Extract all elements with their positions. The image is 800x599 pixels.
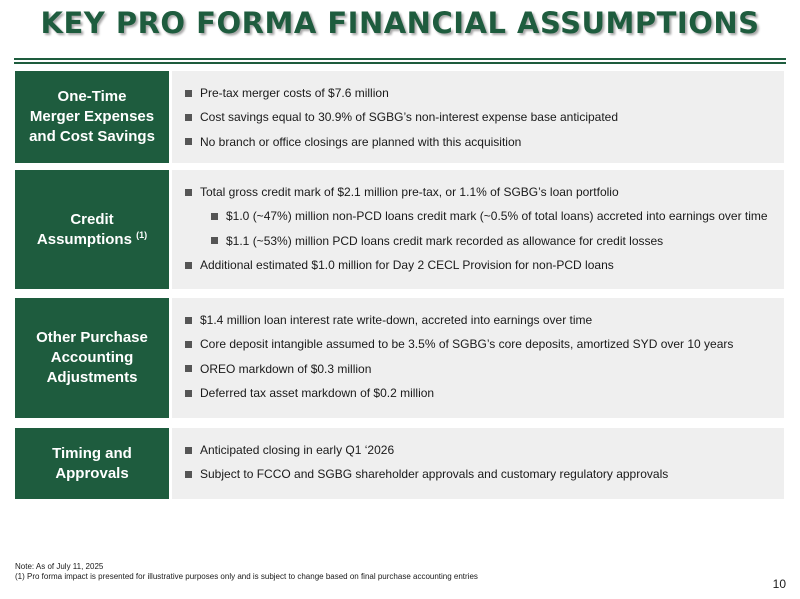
sub-bullet-item: $1.1 (~53%) million PCD loans credit mark recorded as allowance for credit losses [185, 229, 774, 253]
square-bullet-icon [185, 447, 192, 454]
square-bullet-icon [185, 341, 192, 348]
bullet-item: Core deposit intangible assumed to be 3.5% of SGBG’s core deposits, amortized SYD over 10 years [185, 332, 774, 356]
page-number: 10 [772, 577, 786, 591]
section-label [15, 71, 169, 163]
square-bullet-icon [185, 471, 192, 478]
section-label-text: Credit Assumptions $^{(1)}$ [36, 210, 148, 248]
page-title: KEY PRO FORMA FINANCIAL ASSUMPTIONS [40, 6, 760, 40]
sub-bullet-item: $1.0 (~47%) million non-PCD loans credit mark (~0.5% of total loans) accreted into earnings over time [185, 204, 774, 228]
bullet-item: $1.4 million loan interest rate write-down, accreted into earnings over time [185, 308, 774, 332]
section-label [15, 298, 169, 418]
square-bullet-icon [185, 90, 192, 97]
section-purchase-accounting [15, 298, 784, 418]
section-panel [172, 428, 784, 499]
square-bullet-icon [185, 262, 192, 269]
footnotes [15, 562, 478, 582]
square-bullet-icon [185, 189, 192, 196]
square-bullet-icon [185, 390, 192, 397]
square-bullet-icon [185, 365, 192, 372]
bullet-item: OREO markdown of $0.3 million [185, 357, 774, 381]
section-label [15, 170, 169, 289]
bullet-item: Additional estimated $1.0 million for Day 2 CECL Provision for non-PCD loans [185, 253, 774, 277]
bullet-item: Subject to FCCO and SGBG shareholder approvals and customary regulatory approvals [185, 462, 774, 486]
section-timing-approvals [15, 428, 784, 499]
section-panel [172, 170, 784, 289]
section-credit-assumptions [15, 170, 784, 289]
bullet-item: Deferred tax asset markdown of $0.2 million [185, 381, 774, 405]
section-label-text: Other Purchase Accounting Adjustments [36, 329, 148, 386]
section-label [15, 428, 169, 499]
note-disclaimer: (1) Pro forma impact is presented for illustrative purposes only and is subject to change based on final purchase accounting entries [15, 572, 478, 581]
square-bullet-icon [211, 213, 218, 220]
section-merger-expenses [15, 71, 784, 163]
section-label-text: Timing and Approvals [52, 444, 132, 482]
footnote-marker: (1) [136, 229, 148, 240]
section-label-text: One-Time Merger Expenses and Cost Savings [29, 88, 155, 145]
note-date: Note: As of July 11, 2025 [15, 562, 104, 571]
bullet-item: Total gross credit mark of $2.1 million pre-tax, or 1.1% of SGBG’s loan portfolio [185, 180, 774, 204]
bullet-item: Cost savings equal to 30.9% of SGBG’s non-interest expense base anticipated [185, 105, 774, 129]
bullet-item: Anticipated closing in early Q1 ‘2026 [185, 438, 774, 462]
square-bullet-icon [185, 138, 192, 145]
title-underline-bottom [14, 62, 786, 64]
title-underline-top [14, 58, 786, 60]
square-bullet-icon [185, 317, 192, 324]
bullet-item: Pre-tax merger costs of $7.6 million [185, 81, 774, 105]
square-bullet-icon [211, 237, 218, 244]
square-bullet-icon [185, 114, 192, 121]
section-panel [172, 71, 784, 163]
section-panel [172, 298, 784, 418]
bullet-item: No branch or office closings are planned with this acquisition [185, 130, 774, 154]
